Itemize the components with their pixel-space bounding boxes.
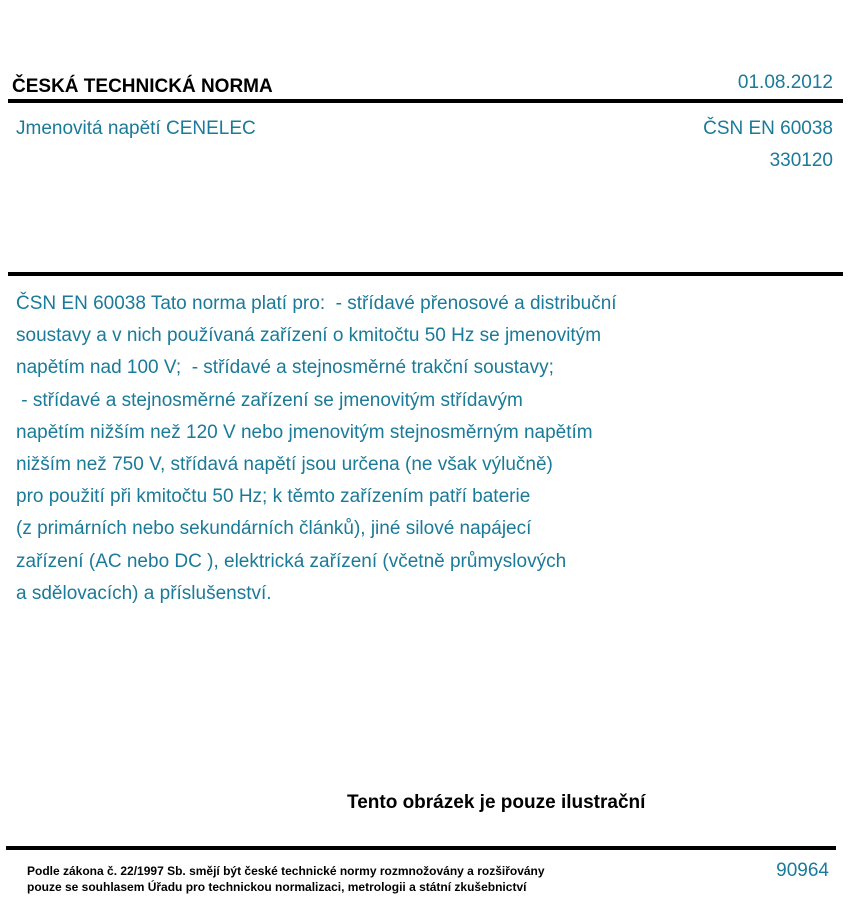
abstract-line: nižším než 750 V, střídavá napětí jsou určena (ne však výlučně)	[16, 454, 553, 476]
issue-date: 01.08.2012	[737, 72, 833, 93]
document-type-heading: ČESKÁ TECHNICKÁ NORMA	[12, 76, 273, 97]
legal-notice-line: pouze se souhlasem Úřadu pro technickou normalizaci, metrologii a státní zkušebnictví	[27, 880, 527, 894]
abstract-line: - střídavé a stejnosměrné zařízení se jmenovitým střídavým	[16, 389, 523, 411]
footer-code: 90964	[776, 860, 829, 881]
legal-notice	[27, 863, 545, 895]
abstract-line: napětím nižším než 120 V nebo jmenovitým stejnosměrným napětím	[16, 421, 593, 443]
abstract-line: zařízení (AC nebo DC ), elektrická zařízení (včetně průmyslových	[16, 550, 567, 572]
section-divider	[8, 272, 843, 276]
abstract-line: a sdělovacích) a příslušenství.	[16, 582, 272, 604]
legal-notice-line: Podle zákona č. 22/1997 Sb. smějí být české technické normy rozmnožovány a rozšiřovány	[27, 864, 545, 878]
illustration-disclaimer: Tento obrázek je pouze ilustrační	[347, 792, 646, 813]
abstract-line: napětím nad 100 V; - střídavé a stejnosměrné trakční soustavy;	[16, 357, 554, 379]
abstract-line: (z primárních nebo sekundárních článků), jiné silové napájecí	[16, 518, 532, 540]
abstract-line: soustavy a v nich používaná zařízení o kmitočtu 50 Hz se jmenovitým	[16, 325, 602, 347]
header-divider	[8, 99, 843, 103]
standard-number: ČSN EN 60038	[703, 118, 833, 139]
abstract-line: ČSN EN 60038 Tato norma platí pro: - střídavé přenosové a distribuční	[16, 293, 617, 314]
abstract-text	[16, 288, 716, 610]
abstract-line: pro použití při kmitočtu 50 Hz; k těmto zařízením patří baterie	[16, 486, 531, 508]
footer-divider	[6, 846, 836, 850]
document-subject: Jmenovitá napětí CENELEC	[16, 118, 256, 139]
classification-code: 330120	[769, 150, 833, 171]
